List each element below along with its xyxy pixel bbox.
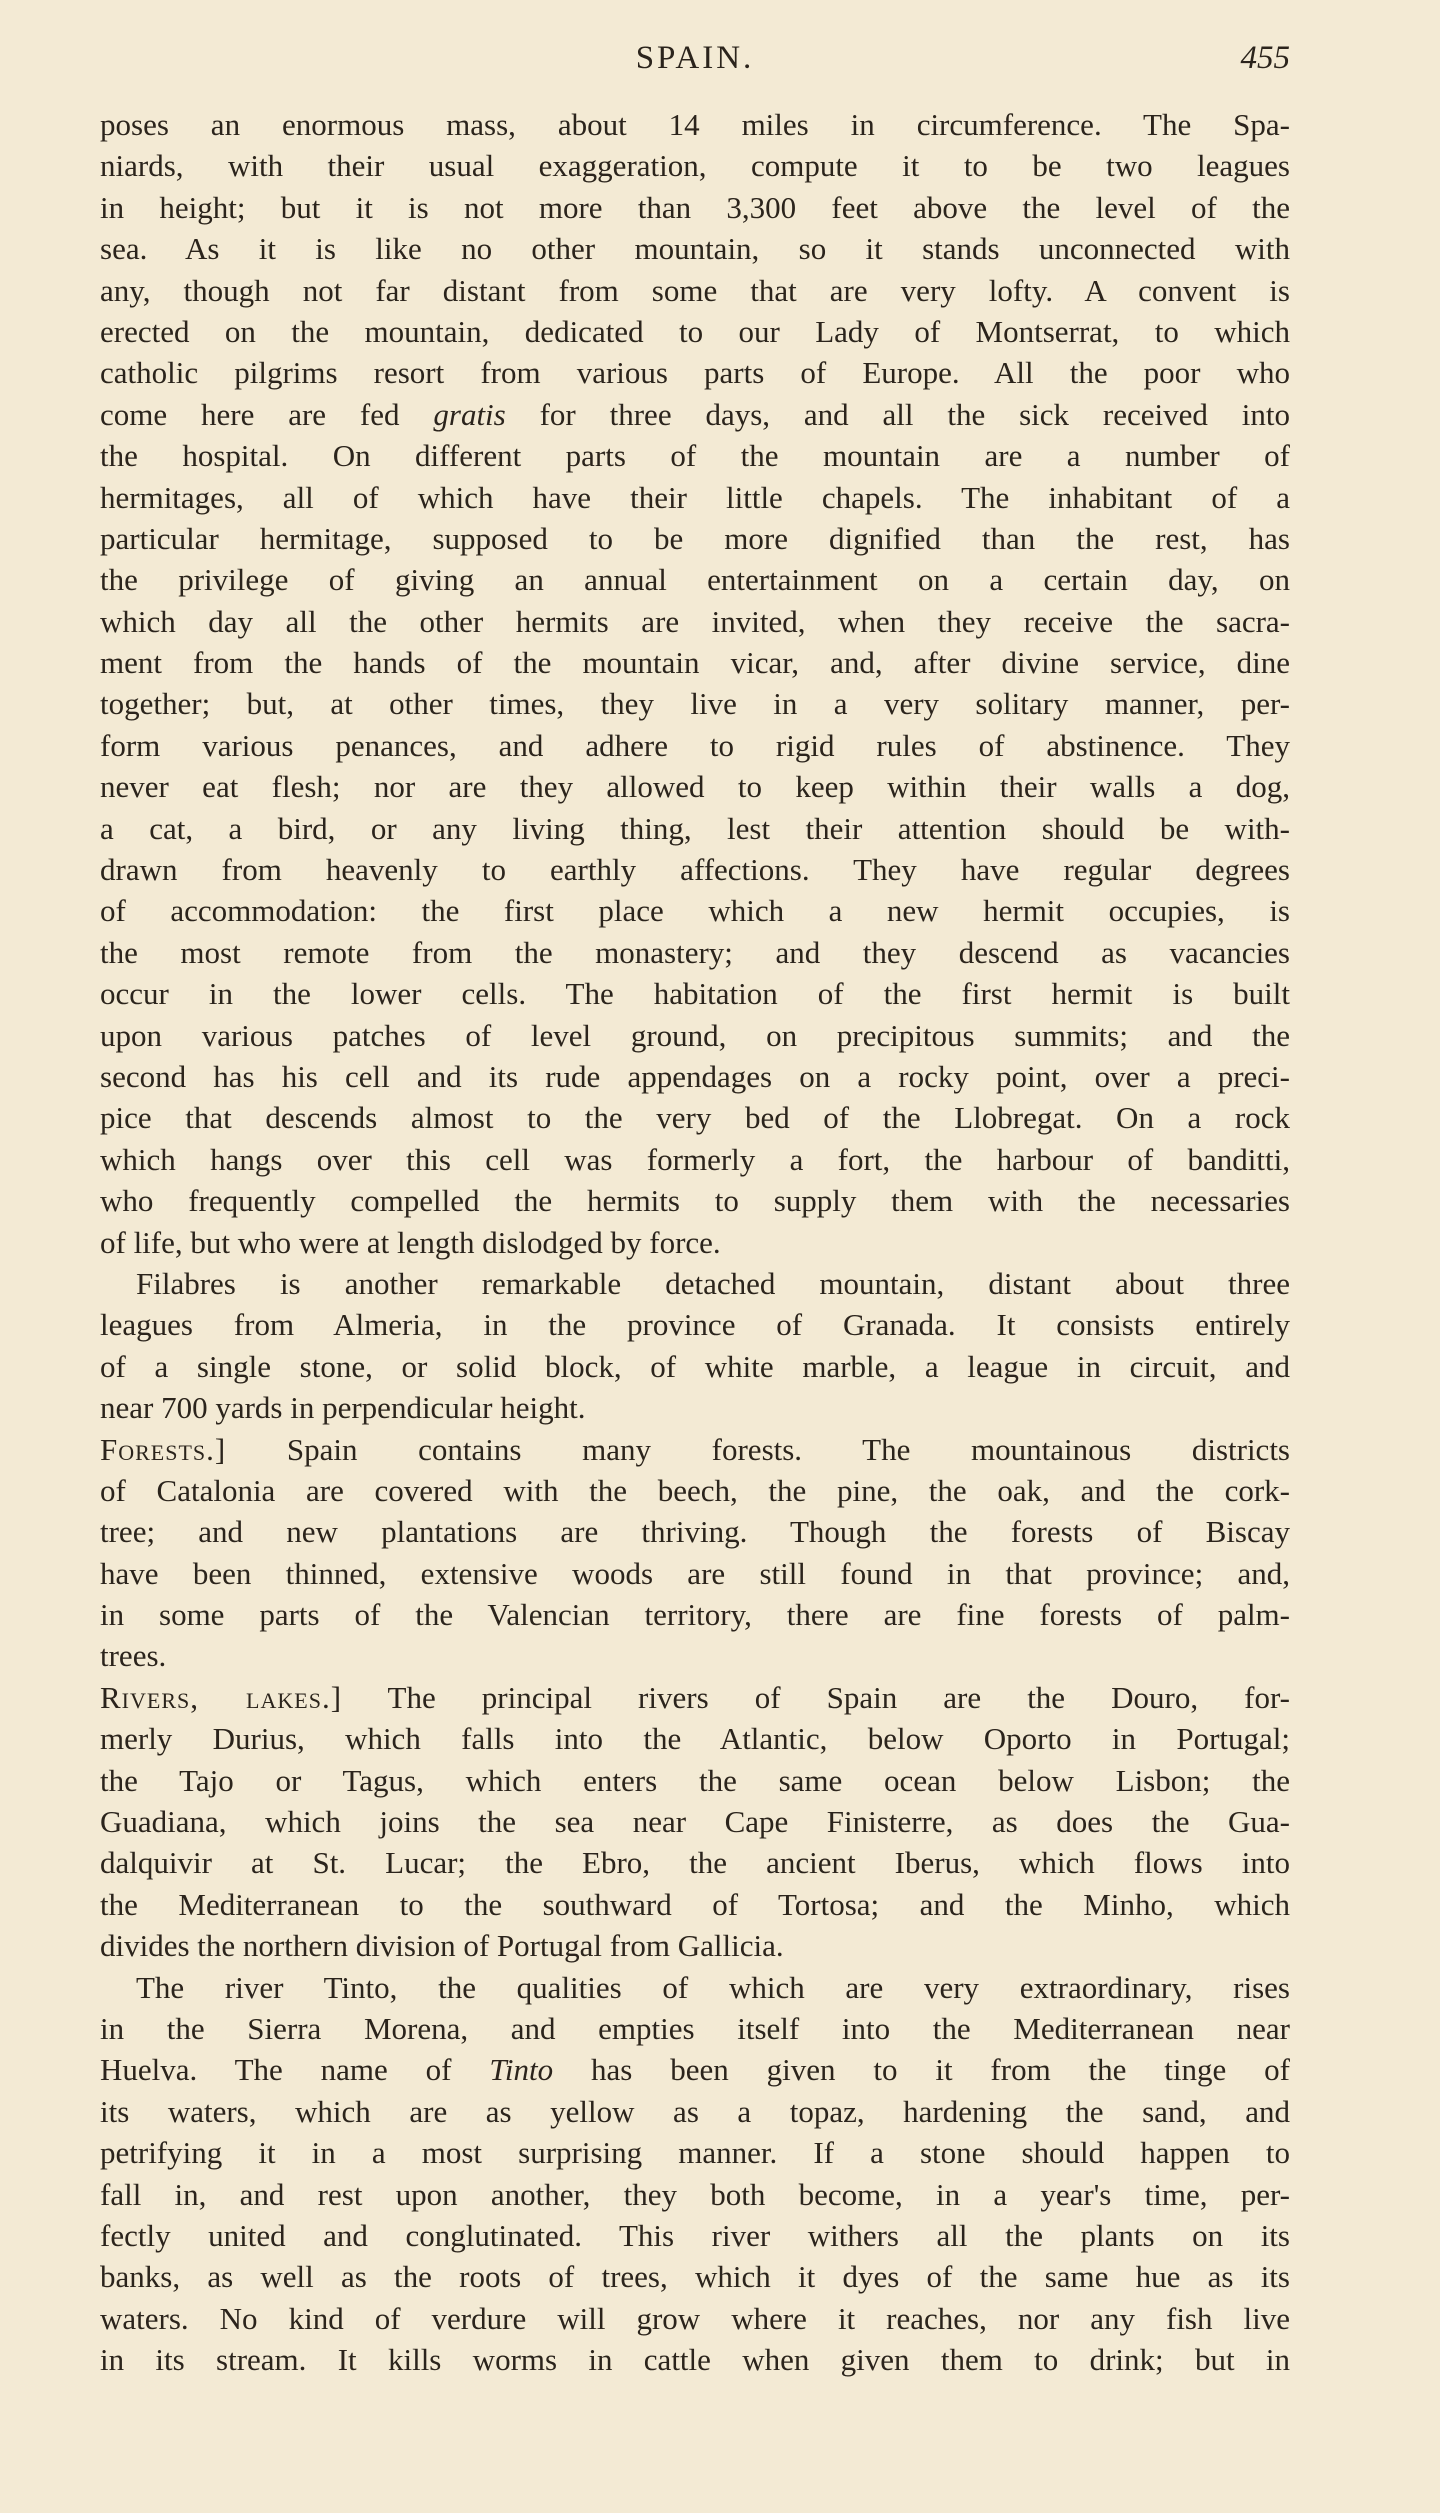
text-line: erected on the mountain, dedicated to our Lady of Montserrat, to which <box>100 313 1290 349</box>
text-line: in its stream. It kills worms in cattle when given them to drink; but in <box>100 2342 1290 2378</box>
text-line: catholic pilgrims resort from various parts of Europe. All the poor who <box>100 355 1290 391</box>
text-line: the hospital. On different parts of the mountain are a number of <box>100 438 1290 474</box>
text-line: never eat flesh; nor are they allowed to keep within their walls a dog, <box>100 769 1290 805</box>
text-line: hermitages, all of which have their little chapels. The inhabitant of a <box>100 479 1290 515</box>
text-line: petrifying it in a most surprising manner. If a stone should happen to <box>100 2135 1290 2171</box>
text-line: Filabres is another remarkable detached mountain, distant about three <box>136 1265 1290 1301</box>
text-line: Forests.] Spain contains many forests. The mountainous districts <box>100 1431 1290 1467</box>
text-line: fectly united and conglutinated. This river withers all the plants on its <box>100 2217 1290 2253</box>
text-line: in some parts of the Valencian territory, there are fine forests of palm- <box>100 1597 1290 1633</box>
text-line: together; but, at other times, they live in a very solitary manner, per- <box>100 686 1290 722</box>
text-line: leagues from Almeria, in the province of Granada. It consists entirely <box>100 1307 1290 1343</box>
text-line: fall in, and rest upon another, they both become, in a year's time, per- <box>100 2176 1290 2212</box>
text-line: Guadiana, which joins the sea near Cape Finisterre, as does the Gua- <box>100 1804 1290 1840</box>
text-line: Rivers, lakes.] The principal rivers of Spain are the Douro, for- <box>100 1679 1291 1715</box>
text-line: second has his cell and its rude appendages on a rocky point, over a preci- <box>100 1058 1290 1094</box>
page-number: 455 <box>1240 40 1290 76</box>
section-heading: Forests.] <box>100 1431 227 1467</box>
text-line: which day all the other hermits are invited, when they receive the sacra- <box>100 603 1290 639</box>
text-line: in the Sierra Morena, and empties itself into the Mediterranean near <box>100 2010 1290 2046</box>
text-line: form various penances, and adhere to rigid rules of abstinence. They <box>100 727 1290 763</box>
text-line: of accommodation: the first place which a new hermit occupies, is <box>100 893 1290 929</box>
section-heading: Rivers, lakes.] <box>100 1679 343 1715</box>
running-head <box>100 40 1290 90</box>
text-line: dalquivir at St. Lucar; the Ebro, the ancient Iberus, which flows into <box>100 1845 1290 1881</box>
text-line: banks, as well as the roots of trees, which it dyes of the same hue as its <box>100 2259 1290 2295</box>
text-line: a cat, a bird, or any living thing, lest their attention should be with- <box>100 810 1290 846</box>
text-line: trees. <box>100 1638 167 1674</box>
text-line: waters. No kind of verdure will grow where it reaches, nor any fish live <box>100 2300 1290 2336</box>
text-line: ment from the hands of the mountain vicar, and, after divine service, dine <box>100 645 1290 681</box>
text-line: which hangs over this cell was formerly a fort, the harbour of banditti, <box>100 1141 1290 1177</box>
text-line: of Catalonia are covered with the beech, the pine, the oak, and the cork- <box>100 1472 1290 1508</box>
body-text <box>100 104 1290 2380</box>
text-line: of a single stone, or solid block, of white marble, a league in circuit, and <box>100 1348 1290 1384</box>
text-line: pice that descends almost to the very bed of the Llobregat. On a rock <box>100 1100 1290 1136</box>
text-line: have been thinned, extensive woods are still found in that province; and, <box>100 1555 1290 1591</box>
text-line: Huelva. The name of Tinto has been given to it from the tinge of <box>100 2052 1290 2088</box>
text-line: drawn from heavenly to earthly affections. They have regular degrees <box>100 852 1290 888</box>
text-line: poses an enormous mass, about 14 miles in circumference. The Spa- <box>100 107 1290 142</box>
text-line: upon various patches of level ground, on precipitous summits; and the <box>100 1017 1290 1053</box>
text-line: the privilege of giving an annual entertainment on a certain day, on <box>100 562 1290 598</box>
text-line: niards, with their usual exaggeration, compute it to be two leagues <box>100 148 1290 184</box>
text-line: particular hermitage, supposed to be more dignified than the rest, has <box>100 520 1290 556</box>
text-line: merly Durius, which falls into the Atlantic, below Oporto in Portugal; <box>100 1721 1290 1757</box>
text-line: divides the northern division of Portugal from Gallicia. <box>100 1928 784 1964</box>
text-line: occur in the lower cells. The habitation of the first hermit is built <box>100 976 1290 1012</box>
text-line: its waters, which are as yellow as a topaz, hardening the sand, and <box>100 2093 1290 2129</box>
text-line: the Mediterranean to the southward of Tortosa; and the Minho, which <box>100 1886 1290 1922</box>
text-line: near 700 yards in perpendicular height. <box>100 1390 586 1426</box>
running-title: SPAIN. <box>635 40 755 76</box>
text-line: come here are fed gratis for three days, and all the sick received into <box>100 396 1290 432</box>
text-line: tree; and new plantations are thriving. Though the forests of Biscay <box>100 1514 1290 1550</box>
text-line: the most remote from the monastery; and they descend as vacancies <box>100 934 1290 970</box>
italic-term: Tinto <box>489 2052 554 2088</box>
text-line: who frequently compelled the hermits to supply them with the necessaries <box>100 1183 1290 1219</box>
text-line: of life, but who were at length dislodged by force. <box>100 1224 721 1260</box>
text-line: The river Tinto, the qualities of which are very extraordinary, rises <box>136 1969 1290 2005</box>
text-line: sea. As it is like no other mountain, so it stands unconnected with <box>100 231 1290 267</box>
text-line: any, though not far distant from some that are very lofty. A convent is <box>100 272 1290 308</box>
italic-term: gratis <box>433 396 506 432</box>
text-line: the Tajo or Tagus, which enters the same ocean below Lisbon; the <box>100 1762 1290 1798</box>
text-line: in height; but it is not more than 3,300 feet above the level of the <box>100 189 1290 225</box>
